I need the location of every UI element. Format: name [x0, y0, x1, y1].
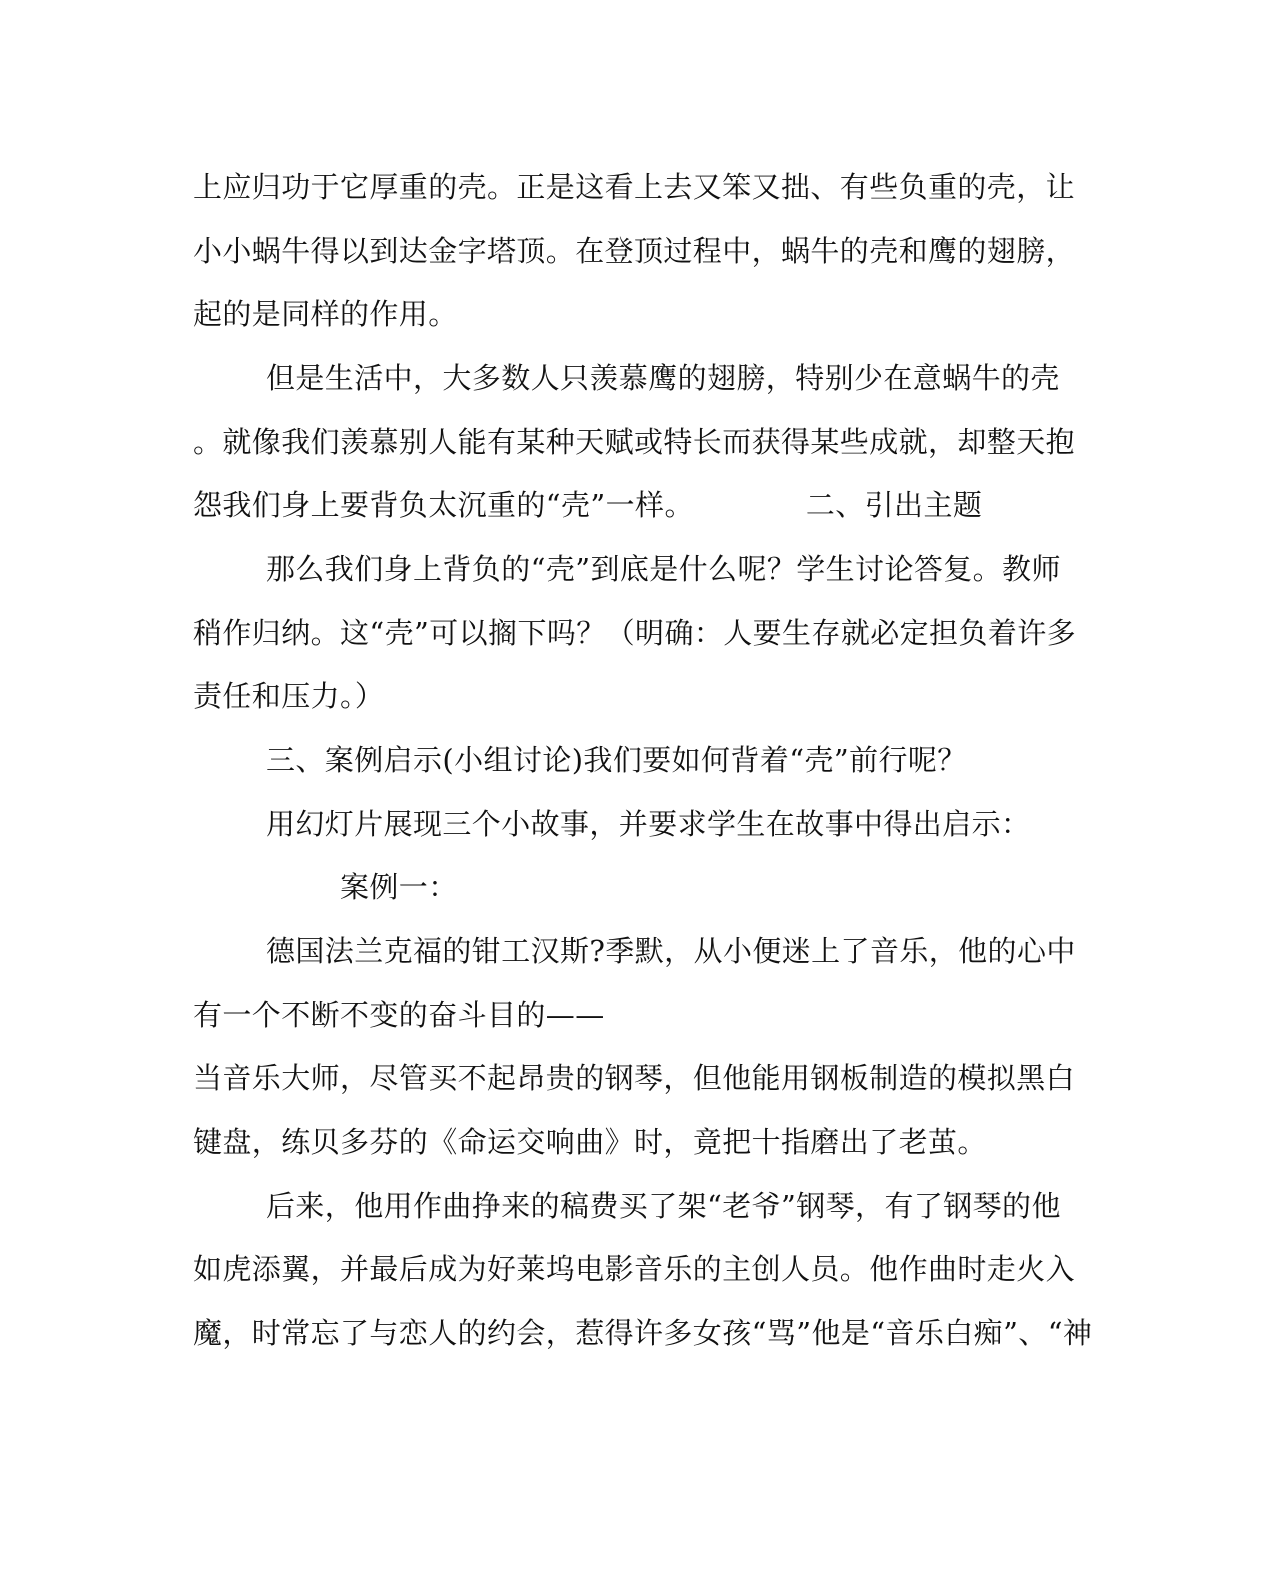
section-heading: 三、案例启示(小组讨论)我们要如何背着“壳”前行呢？	[266, 743, 967, 777]
text-line: 如虎添翼，并最后成为好莱坞电影音乐的主创人员。他作曲时走火入	[193, 1252, 1076, 1286]
text-line: 用幻灯片展现三个小故事，并要求学生在故事中得出启示：	[266, 807, 1031, 841]
text-line: 键盘，练贝多芬的《命运交响曲》时，竟把十指磨出了老茧。	[193, 1125, 987, 1159]
text-line: 上应归功于它厚重的壳。正是这看上去又笨又拙、有些负重的壳，让	[193, 170, 1076, 204]
text-line: 后来，他用作曲挣来的稿费买了架“老爷”钢琴，有了钢琴的他	[266, 1189, 1061, 1223]
case-heading: 案例一：	[340, 870, 458, 904]
text-line: 。就像我们羡慕别人能有某种天赋或特长而获得某些成就，却整天抱	[193, 425, 1076, 459]
text-line: 德国法兰克福的钳工汉斯?季默，从小便迷上了音乐，他的心中	[266, 934, 1076, 968]
text-line: 那么我们身上背负的“壳”到底是什么呢？学生讨论答复。教师	[266, 552, 1061, 586]
paragraph-end: 怨我们身上要背负太沉重的“壳”一样。	[193, 488, 694, 522]
text-line: 魔，时常忘了与恋人的约会，惹得许多女孩“骂”他是“音乐白痴”、“神	[193, 1316, 1093, 1350]
text-line: 当音乐大师，尽管买不起昂贵的钢琴，但他能用钢板制造的模拟黑白	[193, 1061, 1076, 1095]
text-line: 责任和压力。）	[193, 679, 385, 713]
text-line: 但是生活中，大多数人只羡慕鹰的翅膀，特别少在意蜗牛的壳	[266, 361, 1060, 395]
text-line: 稍作归纳。这“壳”可以搁下吗？（明确：人要生存就必定担负着许多	[193, 616, 1077, 650]
section-heading: 二、引出主题	[805, 488, 983, 522]
text-line	[193, 485, 982, 525]
text-line: 小小蜗牛得以到达金字塔顶。在登顶过程中，蜗牛的壳和鹰的翅膀，	[193, 234, 1076, 268]
text-line: 起的是同样的作用。	[193, 297, 458, 331]
text-line: 有一个不断不变的奋斗目的——	[193, 998, 605, 1032]
